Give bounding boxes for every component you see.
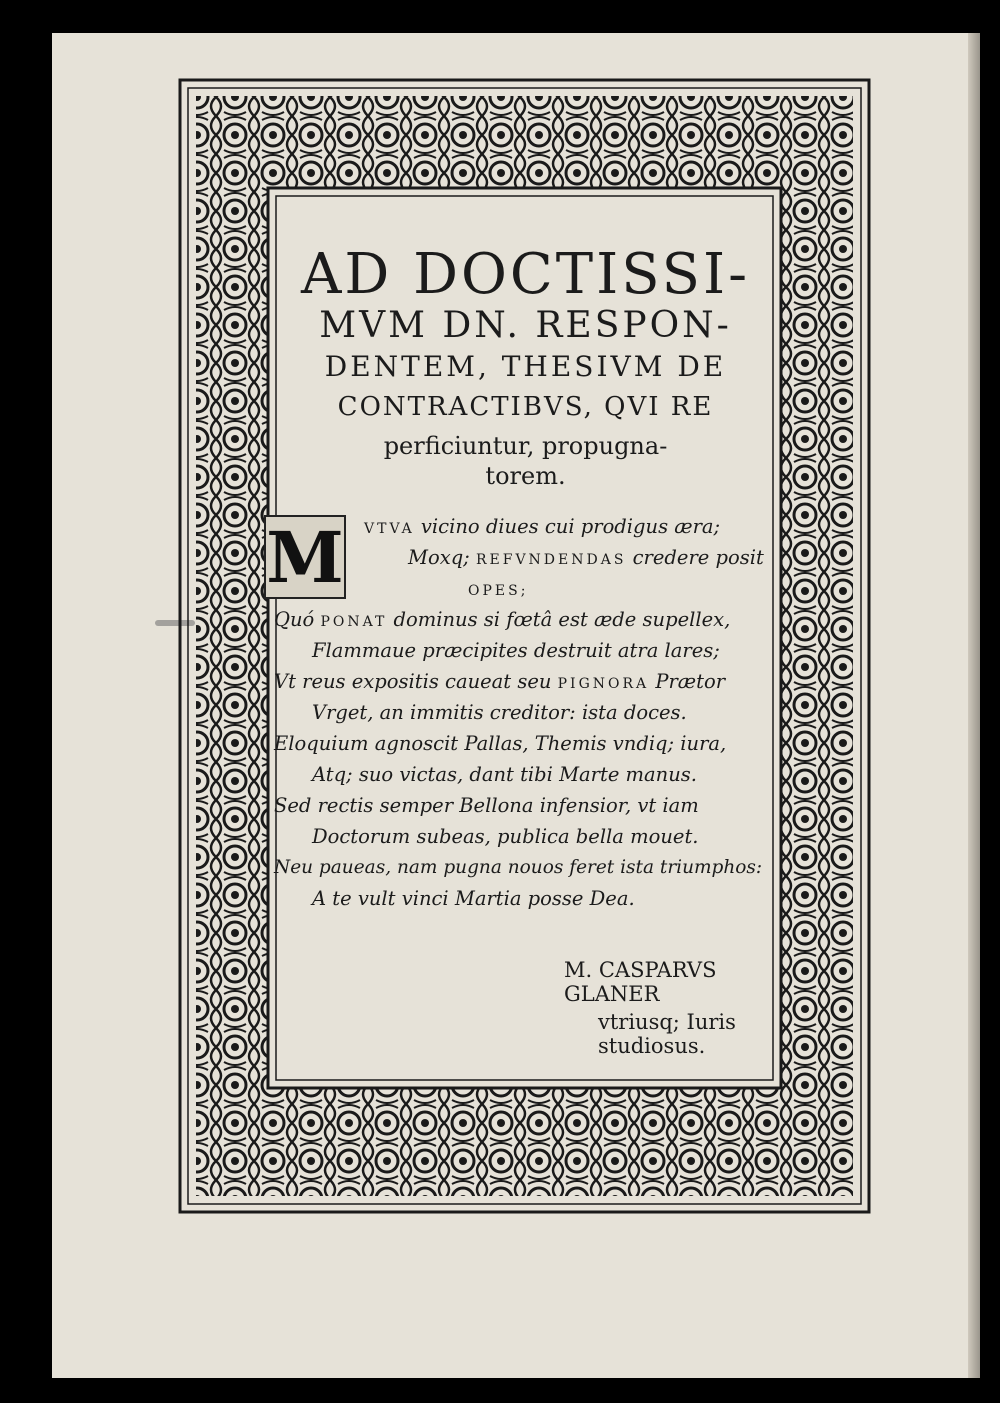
poem-line-10: Sed rectis semper Bellona infensior, vt iam (274, 794, 699, 817)
poem-line-7: Vrget, an immitis creditor: ista doces. (312, 701, 687, 724)
poem-line-3-caps: OPES; (468, 583, 529, 599)
poem-line-2-c: credere posit (626, 546, 764, 569)
poem-line-2-caps: REFVNDENDAS (475, 552, 627, 568)
poem-line-1-caps: VTVA (364, 521, 415, 537)
page-edge (968, 33, 980, 1378)
poem (268, 511, 783, 914)
poem-line-12: Neu paueas, nam pugna nouos feret ista triumphos: (274, 857, 763, 878)
signature-name: M. CASPARVS GLANER (564, 958, 717, 1006)
poem-line-4-a: Quó (274, 608, 321, 631)
text-block (268, 190, 783, 1080)
poem-line-13: A te vult vinci Martia posse Dea. (312, 887, 635, 910)
title-line-5: perficiuntur, propugna- (383, 432, 668, 460)
poem-line-9: Atq; suo victas, dant tibi Marte manus. (312, 763, 697, 786)
title-line-2: MVM DN. RESPON- (319, 305, 732, 346)
poem-line-6-a: Vt reus expositis caueat seu (274, 670, 558, 693)
title-line-1: AD DOCTISSI- (300, 242, 751, 307)
poem-line-11: Doctorum subeas, publica bella mouet. (312, 825, 699, 848)
poem-line-4-c: dominus si fœtâ est æde supellex, (387, 608, 731, 631)
poem-line-6 (268, 666, 783, 697)
poem-line-6-c: Prætor (649, 670, 726, 693)
title-line-6: torem. (485, 462, 566, 490)
title-line-4: CONTRACTIBVS, QVI RE (337, 392, 714, 422)
poem-line-4-caps: PONAT (320, 614, 388, 630)
poem-line-6-caps: PIGNORA (557, 676, 650, 692)
poem-line-1-text: vicino diues cui prodigus æra; (414, 515, 721, 538)
title-line-3: DENTEM, THESIVM DE (324, 350, 727, 383)
poem-line-2-a: Moxq; (408, 546, 476, 569)
signature-role: vtriusq; Iuris studiosus. (598, 1010, 736, 1058)
dropcap-initial (264, 515, 346, 599)
poem-line-5: Flammaue præcipites destruit atra lares; (312, 639, 720, 662)
poem-line-8: Eloquium agnoscit Pallas, Themis vndiq; iura, (274, 732, 727, 755)
poem-line-4 (268, 604, 783, 635)
dropcap-letter: M (266, 516, 344, 599)
